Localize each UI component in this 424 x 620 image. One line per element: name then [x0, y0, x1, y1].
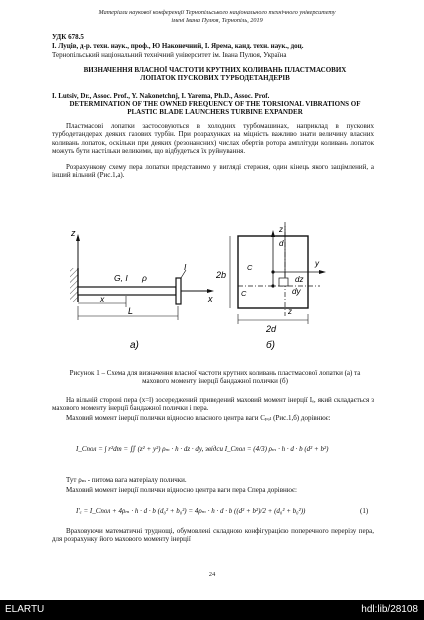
width-2d-label: 2d — [266, 324, 277, 334]
z-label-a: z — [71, 228, 76, 238]
page-number: 24 — [208, 571, 216, 578]
figure-1 — [70, 186, 360, 360]
c-pera-label: C — [247, 263, 253, 272]
paragraph-difficulties: Враховуючи математичні труднощі, обумовлені складною конфігурацією поперечного перерізу пера, для розрахунку його махового моменту інерції — [52, 527, 374, 544]
yc-label: y — [315, 259, 319, 268]
affiliation-ua: Тернопільський національний технічний університет ім. Івана Пулюя, Україна — [52, 51, 287, 59]
cantilever-diagram — [70, 228, 214, 351]
ie-label: I — [184, 262, 187, 272]
g-ip-label: G, I — [114, 273, 128, 283]
header-line-1: Матеріали наукової конференції Тернопільського національного технічного університету — [98, 9, 336, 16]
z-prime-label: z — [288, 307, 292, 316]
title-ua: ВИЗНАЧЕННЯ ВЛАСНОЇ ЧАСТОТИ КРУТНИХ КОЛИВАНЬ ПЛАСТМАСОВИХ ЛОПАТОК ПУСКОВИХ ТУРБОДЕТАНДЕРІВ — [83, 66, 347, 83]
repository-name[interactable]: ELARTU — [5, 604, 45, 615]
title-en: DETERMINATION OF THE OWNED FREQUENCY OF THE TORSIONAL VIBRATIONS OF PLASTIC BLADE LAUNCHERS TURBINE EXPANDER — [69, 100, 361, 117]
dy-label: dy — [292, 287, 301, 296]
authors-ua: І. Луців, д-р. техн. наук., проф., Ю Наконечний, І. Ярема, канд. техн. наук., доц. — [52, 42, 304, 50]
authors-en: I. Lutsiv, Dr., Assoc. Prof., Y. Nakonetchnj, I. Yarema, Ph.D., Assoc. Prof. — [52, 92, 270, 100]
x-dim-label: x — [100, 294, 105, 304]
paragraph-shroud-moment: Маховий момент інерції полички відносно власного центра ваги Cₚₒₗ (Рис.1,б) дорівнює: — [66, 414, 331, 422]
disk-end — [176, 278, 181, 304]
c-pera-point — [271, 270, 274, 273]
header-line-2: імені Івана Пулюя, Тернопіль, 2019 — [171, 16, 263, 24]
beam — [78, 287, 176, 295]
paragraph-density: Тут ρₘ - питома вага матеріалу полички. — [66, 476, 187, 484]
l-label: L — [128, 306, 134, 316]
zc-label: z — [279, 225, 283, 234]
equation-shroud-inertia: I_Cпол = ∫ r²dm = ∬ (z² + y²) ρₘ · h · dz · dy, звідси I_Cпол = (4/3) ρₘ · h · d · b (d² + b²) — [76, 445, 329, 453]
c-pol-label: C — [241, 289, 247, 298]
sub-label-b: б) — [266, 340, 275, 351]
repository-footer — [0, 600, 424, 620]
c-pol-point — [271, 284, 274, 287]
dz-label: dz — [295, 275, 304, 284]
handle-link[interactable]: hdl:lib/28108 — [361, 604, 418, 615]
d0-label: d — [279, 239, 284, 248]
dzdy-element — [279, 278, 288, 286]
udc-code: УДК 678.5 — [52, 33, 84, 41]
x-label-a: x — [208, 294, 213, 304]
paragraph-free-end: На вільній стороні пера (x=l) зосереджений приведений маховий момент інерції Iₑ, який складається з махового моменту інерції бандажної полички і пера. — [52, 396, 374, 413]
sub-label-a: а) — [130, 340, 139, 351]
figure-caption: Рисунок 1 – Схема для визначення власної частоти крутних коливань пластмасової лопатки (а) та махового моменту інерції бандажної полички (б) — [69, 369, 361, 386]
rho-label: ρ — [142, 273, 147, 283]
shroud-section-diagram — [215, 222, 326, 351]
conference-header — [52, 9, 382, 24]
paragraph-intro: Пластмасові лопатки застосовуються в холодних турбомашинах, наприклад в пускових турбодетандерах деяких газових турбін. При розрахунках на міцність важливо знати величину власних коливань лопаток, оскільки при деяких (резонансних) числах обертів ротора амплітуди коливань лопаток можуть бути настільки великими, що відбудеться їх руйнування. — [52, 122, 374, 156]
height-2b-label: 2b — [216, 270, 227, 280]
wall-hatch — [70, 268, 78, 302]
equation-1: I′ₑ = I_Cпол + 4ρₘ · h · d · b (d₀² + b₀²) = 4ρₘ · h · d · b ((d² + b²)/2 + (d₀² + b₀²)) — [76, 507, 306, 515]
equation-1-number: (1) — [360, 507, 369, 515]
paragraph-scheme: Розрахункову схему пера лопатки представимо у вигляді стержня, один кінець якого защімлений, а інший вільний (Рис.1,а). — [52, 163, 374, 180]
paragraph-blade-moment: Маховий момент інерції полички відносно центра ваги пера Cпера дорівнює: — [66, 486, 297, 494]
